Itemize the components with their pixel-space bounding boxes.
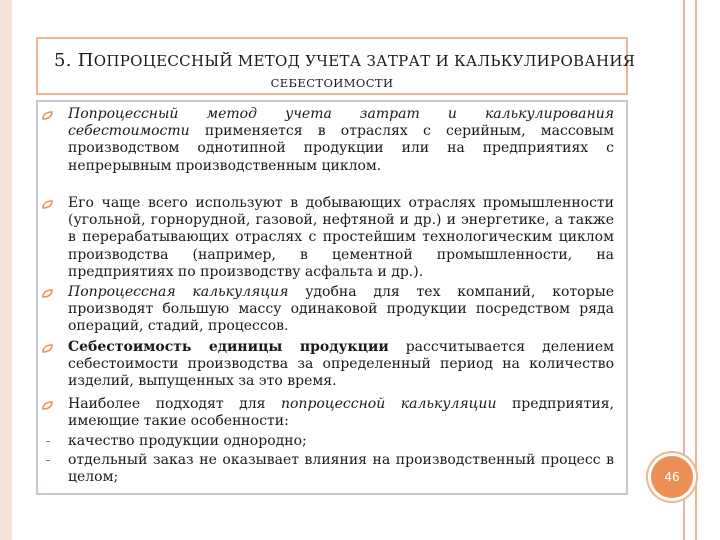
bullet-body: удобна для тех компаний, которые производят большую массу одинаковой продукции посредством ряда операций, стадий, процессов. xyxy=(68,284,614,335)
bullet-text-after: предприятия, имеющие такие особенности: xyxy=(68,396,614,430)
bullet-item-5 xyxy=(38,396,626,433)
bullet-text: Его чаще всего используют в добывающих отраслях промышленности (угольной, горнорудной, газовой, нефтяной и др.) и энергетике, а также в перерабатывающих отраслях с простейшим технологическим циклом производства (например, в цементной промышленности, на предприятиях по производству асфальта и др.). xyxy=(68,195,614,280)
bullet-text xyxy=(68,339,614,391)
bullet-italic-lead: Попроцессный метод учета затрат и калькулирования себестоимости xyxy=(68,106,614,140)
bullet-italic-lead: Попроцессная калькуляция xyxy=(68,284,289,300)
bullet-list xyxy=(38,106,626,489)
bullet-body: применяется в отраслях с серийным, массовым производством однотипной продукции или на предприятиях с непрерывным производственным циклом. xyxy=(68,123,614,174)
slide-title-line1 xyxy=(54,50,635,71)
leaf-icon xyxy=(42,344,53,353)
dash-marker: - xyxy=(46,434,51,448)
slide-title-box xyxy=(36,37,636,95)
title-first-letter: 5. П xyxy=(54,50,94,71)
leaf-icon xyxy=(42,289,53,298)
title-rest: ОПРОЦЕССНЫЙ МЕТОД УЧЕТА ЗАТРАТ И КАЛЬКУЛИРОВАНИЯ xyxy=(93,52,636,70)
bullet-item-1 xyxy=(38,106,626,195)
left-decor-stripe xyxy=(0,0,12,540)
bullet-item-6 xyxy=(38,433,626,452)
bullet-item-3 xyxy=(38,284,626,339)
bullet-text xyxy=(68,396,614,430)
bullet-bold-lead: Себестоимость единицы продукции xyxy=(68,339,389,355)
bullet-item-4 xyxy=(38,339,626,396)
bullet-item-7 xyxy=(38,452,626,489)
bullet-italic-mid: попроцессной калькуляции xyxy=(280,396,497,412)
bullet-text xyxy=(68,106,614,175)
content-box xyxy=(36,100,628,495)
slide-title-line2: СЕБЕСТОИМОСТИ xyxy=(270,76,394,90)
bullet-text-before: Наиболее подходят для xyxy=(68,396,281,412)
page-number-badge: 46 xyxy=(648,453,696,501)
bullet-text xyxy=(68,284,614,336)
bullet-text: качество продукции однородно; xyxy=(68,433,307,449)
leaf-icon xyxy=(42,111,53,120)
bullet-body: рассчитывается делением себестоимости производства за определенный период на количество изделий, выпущенных за это время. xyxy=(68,339,614,390)
leaf-icon xyxy=(42,401,53,410)
dash-marker: - xyxy=(46,453,51,467)
leaf-icon xyxy=(42,200,53,209)
bullet-item-2 xyxy=(38,195,626,284)
bullet-text: отдельный заказ не оказывает влияния на производственный процесс в целом; xyxy=(68,452,614,486)
